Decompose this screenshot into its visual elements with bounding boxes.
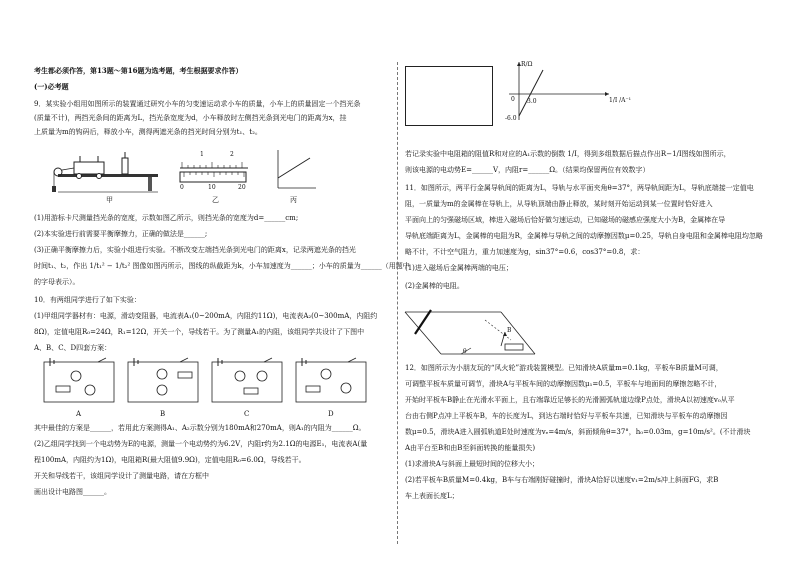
- figure-label-yi: 乙: [212, 196, 219, 204]
- instructions-header: 考生都必须作答，第13题～第16题为选考题，考生根据要求作答）: [34, 66, 243, 75]
- ruler-label-1: 1: [200, 151, 204, 158]
- q11-part-1: (1)进入磁场后金属棒两端的电压；: [405, 264, 513, 272]
- q12-line-4: 开始时平板车B静止在光滑水平面上，且右端靠近足够长的光滑圆弧轨道边缘P点处，滑块A以初速度v₀从平: [405, 396, 735, 404]
- q10-line-9: 画出设计电路图______。: [34, 488, 111, 496]
- ruler-label-2: 2: [230, 151, 234, 158]
- q12-line-1: 12．如图所示为小朋友玩的“风火轮”游戏装置模型。已知滑块A质量m=0.1kg，平板车B质量M可调，: [405, 364, 723, 372]
- q12-line-5: 台由右侧P点冲上平板车B，车的长度为L，到达右端时恰好与平板车共速，已知滑块与平板车的动摩擦因: [405, 412, 728, 420]
- q10-line-7: 程100mA，内阻约为1Ω)，电阻箱R(最大阻值9.9Ω)，定值电阻R₀=6.0Ω，导线若干。: [34, 456, 306, 464]
- graph-origin-label: 0: [511, 96, 515, 103]
- circuit-label-b: B: [160, 410, 166, 418]
- q10-line-6: (2)乙组同学找到一个电动势为E的电源，测量一个电动势约为6.2V，内阻r约为2.1Ω的电源E₁，电流表A(量: [34, 440, 368, 448]
- circuit-label-d: D: [328, 410, 334, 418]
- q12-part-2: (2)若平板车B质量M=0.4kg，B车与右端刚好碰撞时，滑块A恰好以速度v₁=2m/s冲上斜面FG，求B: [405, 476, 719, 484]
- figure-label-bing: 丙: [290, 196, 297, 204]
- circuit-diagrams: [40, 356, 370, 408]
- circuit-label-c: C: [244, 410, 250, 418]
- q9-part-1: (1)用游标卡尺测量挡光条的宽度，示数如图乙所示，则挡光条的宽度为d=______cm;: [34, 214, 299, 222]
- q10-line-8: 开关和导线若干，该组同学设计了测量电路，请在方框中: [34, 472, 209, 480]
- q10-line-5: 其中最佳的方案是______，若用此方案测得A₁、A₂示数分别为180mA和270mA，则A₁的内阻为______Ω。: [34, 424, 366, 432]
- q12-part-1: (1)求滑块A与斜面上最短时间的位移大小；: [405, 460, 539, 468]
- ruler-label-20: 20: [238, 184, 246, 191]
- q9-part-3-line-2: 时间t₁、t₂，作出 1/t₁² − 1/t₂² 图像如图丙所示，图线的纵截距为k，小车加速度为______；小车的质量为______（用题中: [34, 262, 410, 270]
- ruler-label-10: 10: [208, 184, 216, 191]
- graph-y-tick: -6.0: [505, 115, 517, 122]
- section-heading: (一)必考题: [34, 82, 69, 91]
- graph-x-tick: 3.0: [527, 98, 537, 105]
- q11-line-3: 平面向上的匀强磁场区域，棒进入磁场后恰好做匀速运动，已知磁场的磁感应强度大小为B，金属棒在导: [405, 216, 726, 224]
- q11-part-2: (2)金属棒的电阻。: [405, 282, 464, 290]
- q10-cont-line-2: 则该电源的电动势E=______V，内阻r=______Ω。（结果均保留两位有效数字）: [405, 166, 650, 174]
- q9-line-2: (质量不计)，两挡光条间的距离为L，挡光条宽度为d，小车释放时左侧挡光条到光电门的距离为x，挂: [34, 114, 347, 122]
- q9-part-3-line-3: 的字母表示）。: [34, 278, 80, 286]
- right-column: [397, 0, 777, 562]
- figure-linear-graph: [272, 148, 318, 192]
- figure-b-label: B: [507, 327, 512, 334]
- r-vs-inverse-i-graph: [505, 60, 615, 122]
- q10-cont-line-1: 若记录实验中电阻箱的阻值R和对应的A₁示数的倒数 1/I，得到多组数据后描点作出R−1/I图线如图所示，: [405, 150, 731, 158]
- graph-x-label: 1/I /A⁻¹: [609, 97, 632, 104]
- figure-cart-apparatus: [52, 148, 164, 194]
- q10-line-4: A、B、C、D四套方案：: [34, 344, 112, 352]
- q12-line-7: A由平台至B和由B至斜面转换的能量损失): [405, 444, 536, 452]
- q12-line-6: 数μ=0.5，滑块A进入圆弧轨道E处时速度为vₑ=4m/s，斜面倾角θ=37°，h₀=0.03m，g=10m/s²。(不计滑块: [405, 428, 751, 436]
- graph-y-label: R/Ω: [521, 61, 533, 68]
- q10-line-1: 10．有两组同学进行了如下实验：: [34, 296, 141, 304]
- ruler-label-0: 0: [180, 184, 184, 191]
- q9-part-2: (2)本实验进行前需要平衡摩擦力，正确的做法是______;: [34, 230, 208, 238]
- q10-line-2: (1)甲组同学器材有：电源，滑动变阻器，电流表A₁(0~200mA，内阻约11Ω)，电流表A₂(0~300mA，内阻约: [34, 312, 378, 320]
- q11-line-5: 略不计，不计空气阻力，重力加速度为g，sin37°=0.6，cos37°=0.8，求：: [405, 248, 645, 256]
- q9-part-3-line-1: (3)正确平衡摩擦力后，实验小组进行实验。不断改变左端挡光条到光电门的距离x，记录两遮光条的挡光: [34, 246, 356, 254]
- q12-line-3: 可调整平板车质量可调节，滑块A与平板车间的动摩擦因数μ₁=0.5，平板车与地面间的摩擦忽略不计，: [405, 380, 722, 388]
- circuit-label-a: A: [76, 410, 82, 418]
- q10-line-3: 8Ω)，定值电阻R₀=24Ω，R₁=12Ω，开关一个，导线若干。为了测量A₁的内阻，该组同学共设计了下图中: [34, 328, 365, 336]
- q9-line-3: 上质量为m的钩码后，释放小车，测得两遮光条的挡光时间分别为t₁、t₂。: [34, 128, 262, 136]
- q12-part-3: 车上表面长度L；: [405, 492, 459, 500]
- q11-line-4: 导轨底端距离为L，金属棒的电阻为R，金属棒与导轨之间的动摩擦因数μ=0.25，导轨自身电阻和金属棒电阻均忽略: [405, 232, 763, 240]
- figure-label-jia: 甲: [106, 196, 113, 204]
- q11-line-1: 11．如图所示，两平行金属导轨间的距离为L，导轨与水平面夹角θ=37°，两导轨间距为L，导轨底端接一定值电: [405, 184, 754, 192]
- figure-theta-label: θ: [463, 348, 467, 355]
- q11-line-2: 阻，一质量为m的金属棒在导轨上，从导轨顶端由静止释放，某时刻开始运动到某一位置时恰好进入: [405, 200, 713, 208]
- q9-line-1: 9．某实验小组用如图所示的装置通过研究小车的匀变速运动求小车的质量，小车上的质量固定一个挡光条: [34, 100, 361, 108]
- figure-inclined-rails: [401, 296, 541, 358]
- circuit-answer-box: [405, 66, 493, 126]
